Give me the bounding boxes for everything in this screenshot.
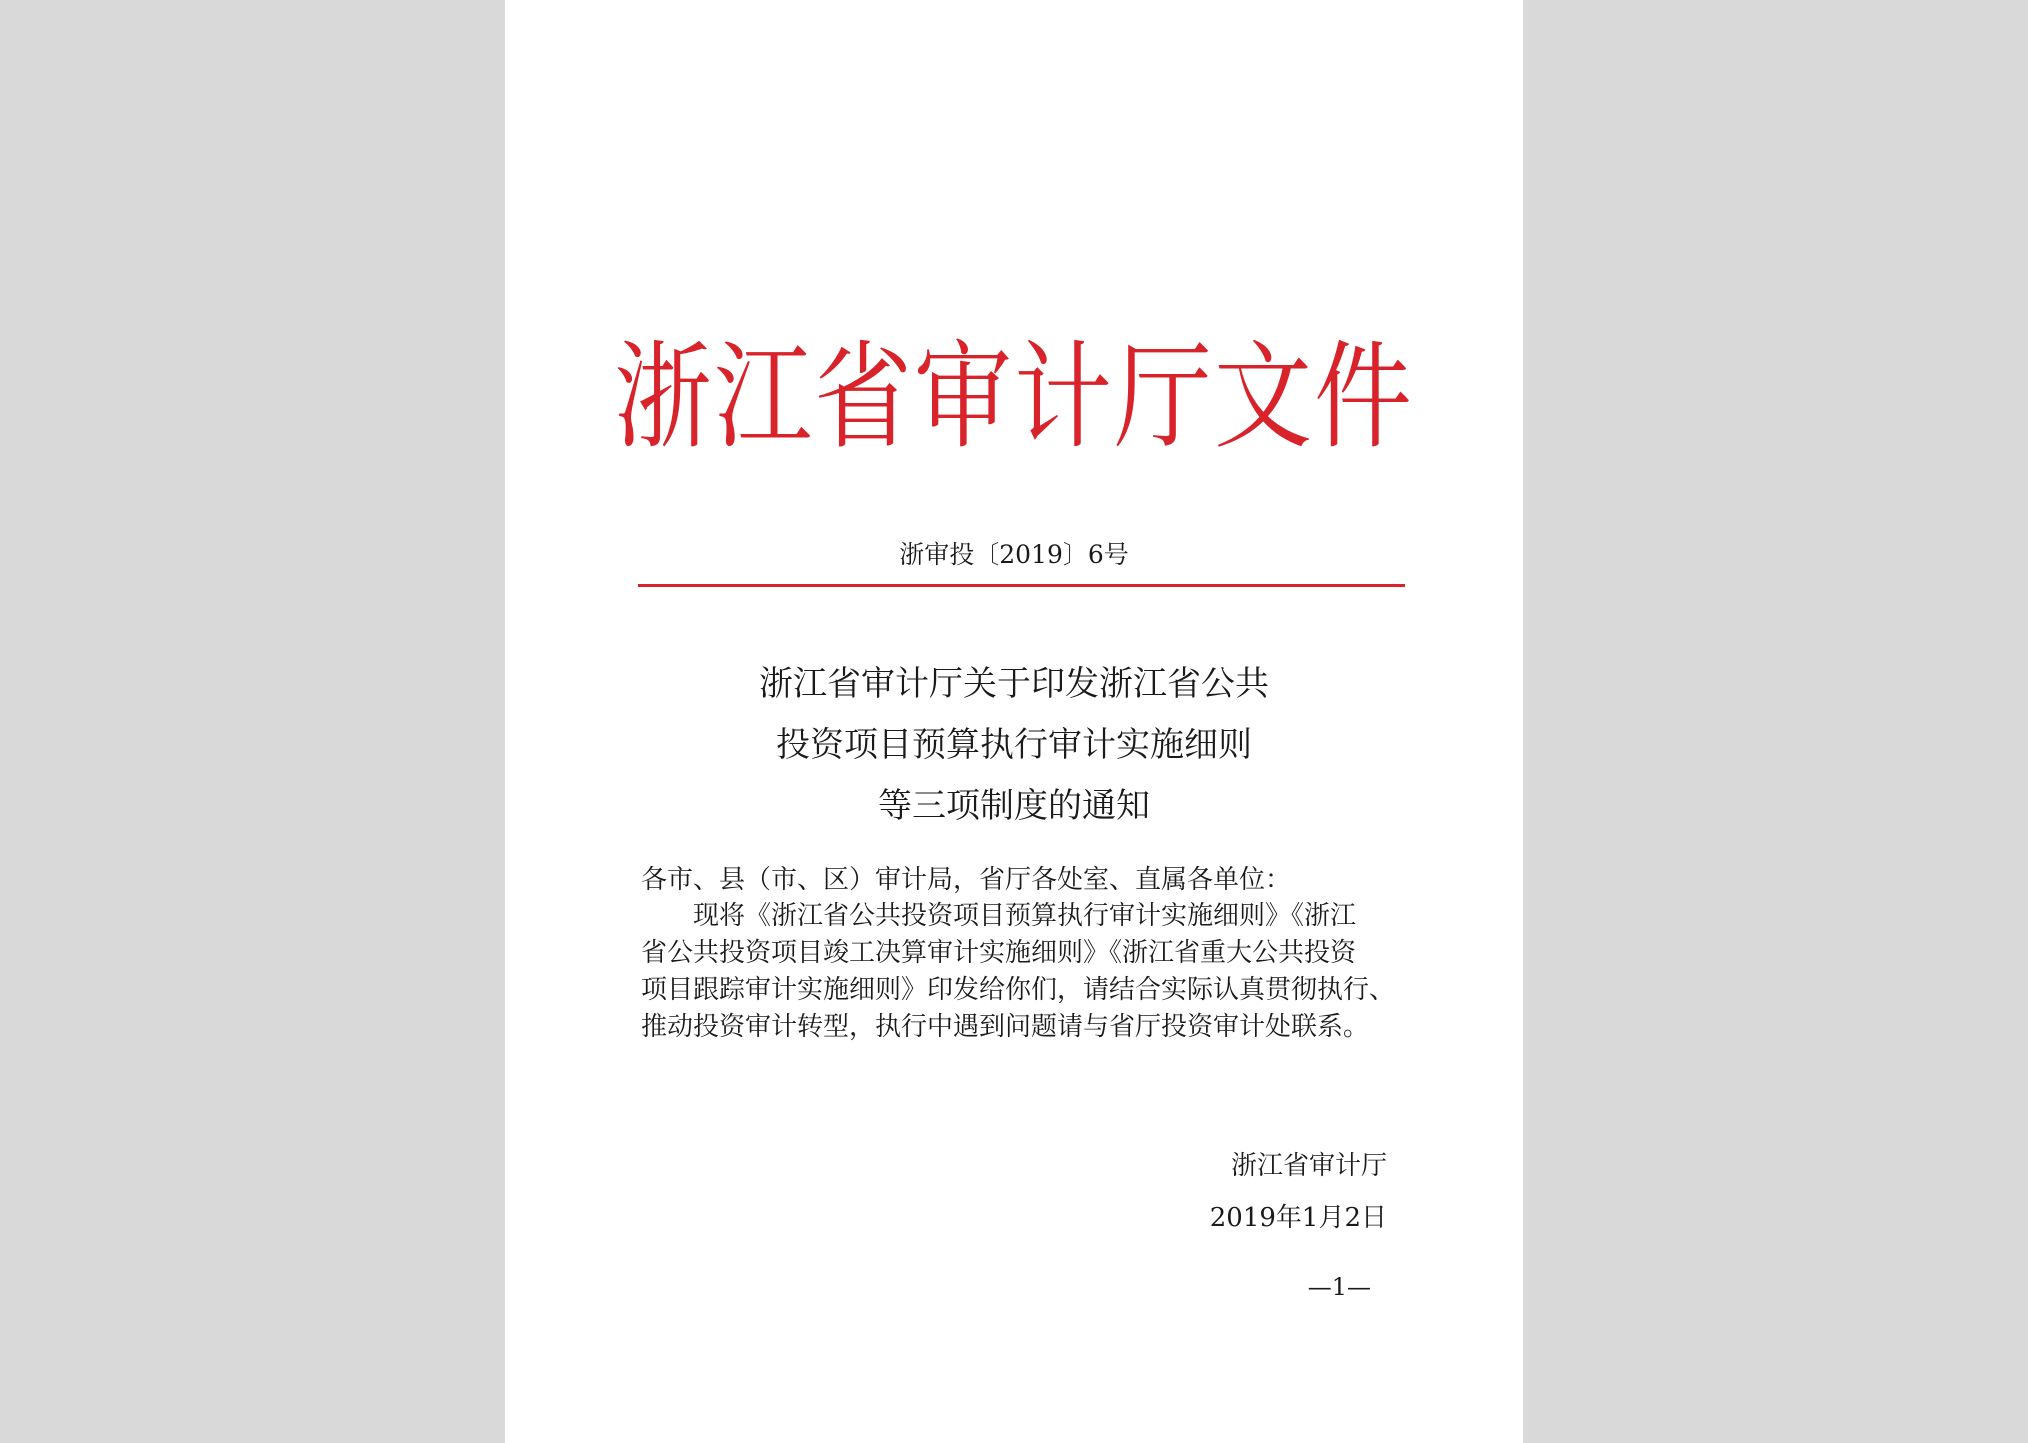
issuing-authority: 浙江省审计厅 (1230, 1151, 1387, 1181)
body-line: 推动投资审计转型，执行中遇到问题请与省厅投资审计处联系。 (641, 1012, 1370, 1042)
issue-date: 2019年1月2日 (1209, 1203, 1387, 1233)
body-line: 项目跟踪审计实施细则》印发给你们，请结合实际认真贯彻执行、 (641, 975, 1396, 1005)
document-masthead: 浙江省审计厅文件 (613, 330, 1414, 466)
document-page (505, 0, 1523, 1443)
document-title (505, 654, 1523, 837)
title-line: 浙江省审计厅关于印发浙江省公共 (759, 664, 1269, 704)
document-number: 浙审投〔2019〕6号 (899, 540, 1129, 569)
body-line: 现将《浙江省公共投资项目预算执行审计实施细则》《浙江 (693, 901, 1357, 931)
title-line: 投资项目预算执行审计实施细则 (776, 725, 1252, 765)
salutation: 各市、县（市、区）审计局，省厅各处室、直属各单位： (641, 865, 1292, 895)
red-separator-line (638, 584, 1405, 587)
title-line: 等三项制度的通知 (878, 786, 1150, 826)
page-number: —1— (1307, 1273, 1371, 1301)
body-paragraph (641, 898, 1411, 1046)
body-line: 省公共投资项目竣工决算审计实施细则》《浙江省重大公共投资 (641, 938, 1357, 968)
